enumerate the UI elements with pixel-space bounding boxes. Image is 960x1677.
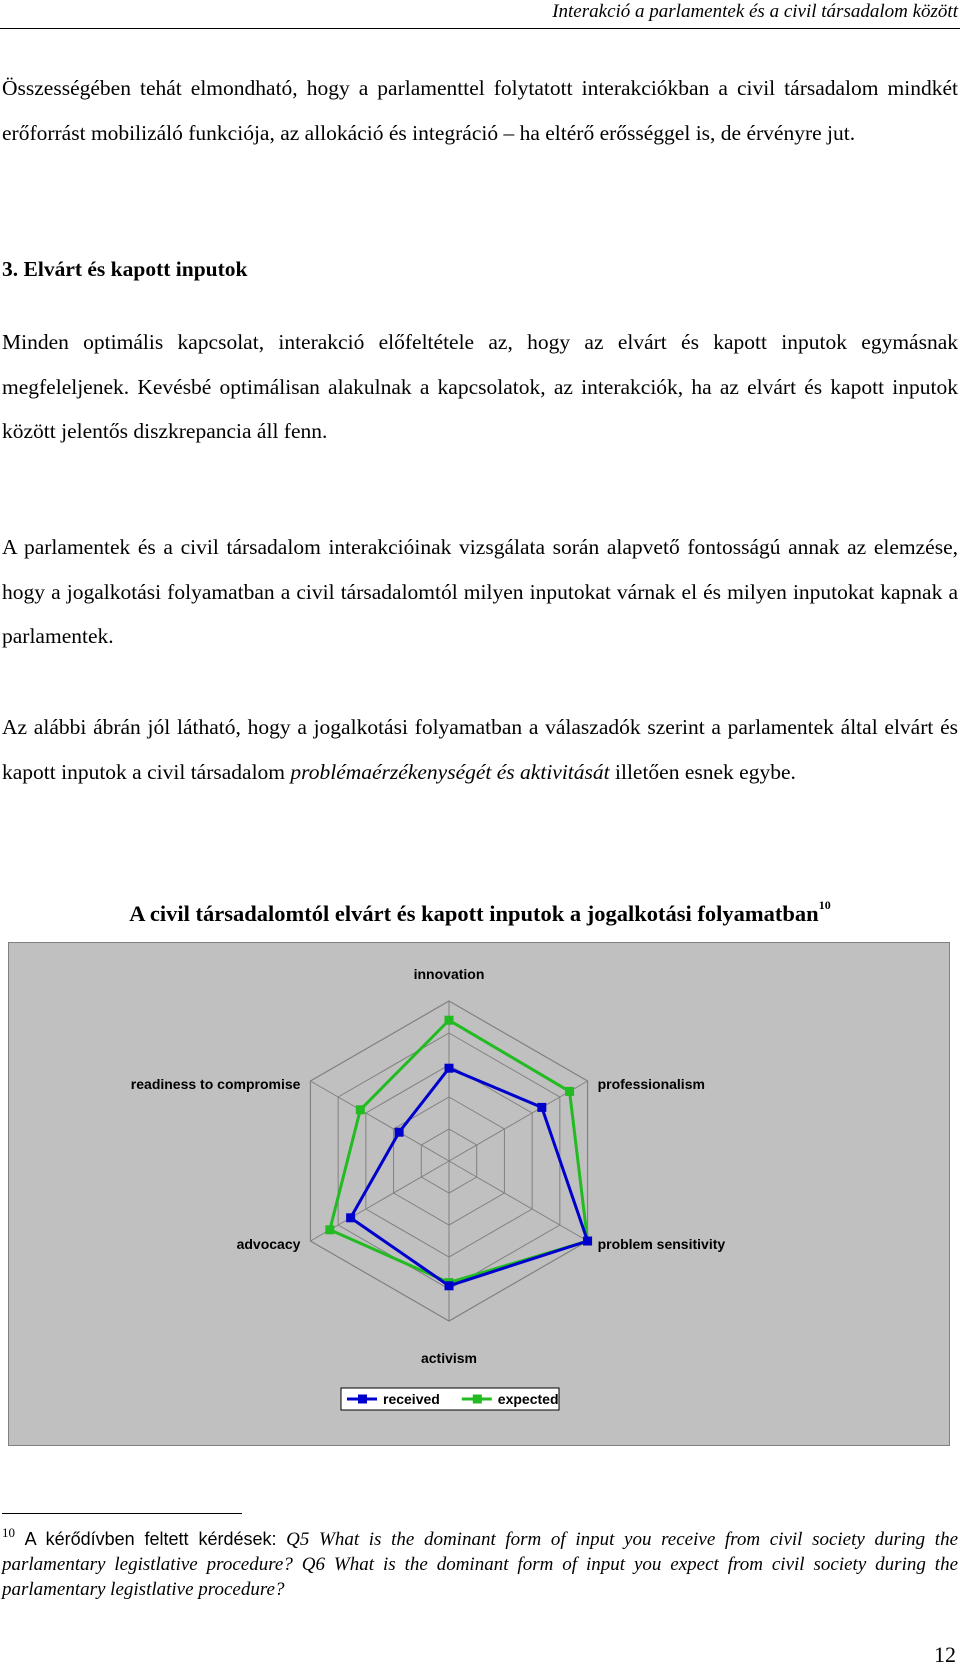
- axis-label-professionalism: professionalism: [597, 1076, 705, 1092]
- point-expected-advocacy: [325, 1225, 334, 1234]
- figure-caption: [0, 890, 960, 929]
- paragraph-4: [2, 705, 958, 794]
- point-received-activism: [445, 1281, 454, 1290]
- running-title: Interakció a parlamentek és a civil társadalom között: [552, 1, 958, 22]
- point-received-innovation: [445, 1064, 454, 1073]
- paragraph-2: Minden optimális kapcsolat, interakció előfeltétele az, hogy az elvárt és kapott inputok egymásnak megfeleljenek. Kevésbé optimálisan alakulnak a kapcsolatok, az interakciók, ha az elvárt és kapott inputok között jelentős diszkrepancia áll fenn.: [2, 330, 958, 443]
- paragraph-3: A parlamentek és a civil társadalom interakcióinak vizsgálata során alapvető fontosságú annak az elemzése, hogy a jogalkotási folyamatban a civil társadalomtól milyen inputokat várnak el és milyen inputokat kapnak a parlamentek.: [2, 535, 958, 648]
- page-number: 12: [934, 1642, 956, 1667]
- footnote-text: Q5 What is the dominant form of input you receive from civil society during the parlamentary legistlative procedure? Q6 What is the dominant form of input you expect from civil society during the parlamentary legistlative procedure?: [2, 1529, 959, 1600]
- paragraph-4-italic: problémaérzékenységét és aktivitását: [290, 759, 610, 784]
- axis-label-innovation: innovation: [413, 966, 485, 982]
- legend-marker-received: [358, 1395, 367, 1404]
- point-received-readiness-to-compromise: [395, 1128, 404, 1137]
- axis-label-advocacy: advocacy: [236, 1236, 301, 1252]
- radar-chart: [9, 943, 949, 1445]
- running-header: [0, 0, 960, 29]
- footnote-number: 10: [2, 1525, 15, 1540]
- figure-footnote-ref: 10: [818, 898, 831, 912]
- point-received-problem-sensitivity: [583, 1237, 592, 1246]
- section-heading: 3. Elvárt és kapott inputok: [2, 257, 248, 281]
- grid-spoke-2: [449, 1161, 588, 1241]
- axis-label-activism: activism: [420, 1350, 478, 1366]
- radar-chart-frame: [8, 942, 950, 1446]
- footnote-lead: A kérődívben feltett kérdések:: [24, 1529, 277, 1549]
- point-received-professionalism: [537, 1103, 546, 1112]
- paragraph-4-end: illetően esnek egybe.: [609, 759, 796, 784]
- legend-label-expected: expected: [497, 1391, 559, 1407]
- legend-marker-expected: [473, 1395, 482, 1404]
- footnote: [2, 1520, 958, 1602]
- footnote-rule: [2, 1513, 242, 1514]
- point-expected-professionalism: [565, 1087, 574, 1096]
- paragraph-4-start: Az alábbi ábrán jól látható, hogy a jogalkotási folyamatban a válaszadók szerint a parlamentek által elvárt és kapott inputok a civil társadalom: [2, 715, 958, 784]
- point-received-advocacy: [346, 1213, 355, 1222]
- axis-label-readiness-to-compromise: readiness to compromise: [130, 1076, 301, 1092]
- point-expected-innovation: [445, 1016, 454, 1025]
- point-expected-readiness-to-compromise: [356, 1105, 365, 1114]
- paragraph-1: Összességében tehát elmondható, hogy a parlamenttel folytatott interakciókban a civil társadalom mindkét erőforrást mobilizáló funkciója, az allokáció és integráció – ha eltérő erősséggel is, de érvényre jut.: [2, 76, 958, 145]
- figure-caption-text: A civil társadalomtól elvárt és kapott inputok a jogalkotási folyamatban: [129, 901, 819, 926]
- axis-label-problem-sensitivity: problem sensitivity: [597, 1236, 726, 1252]
- series-line-expected: [330, 1020, 588, 1282]
- legend-label-received: received: [383, 1391, 440, 1407]
